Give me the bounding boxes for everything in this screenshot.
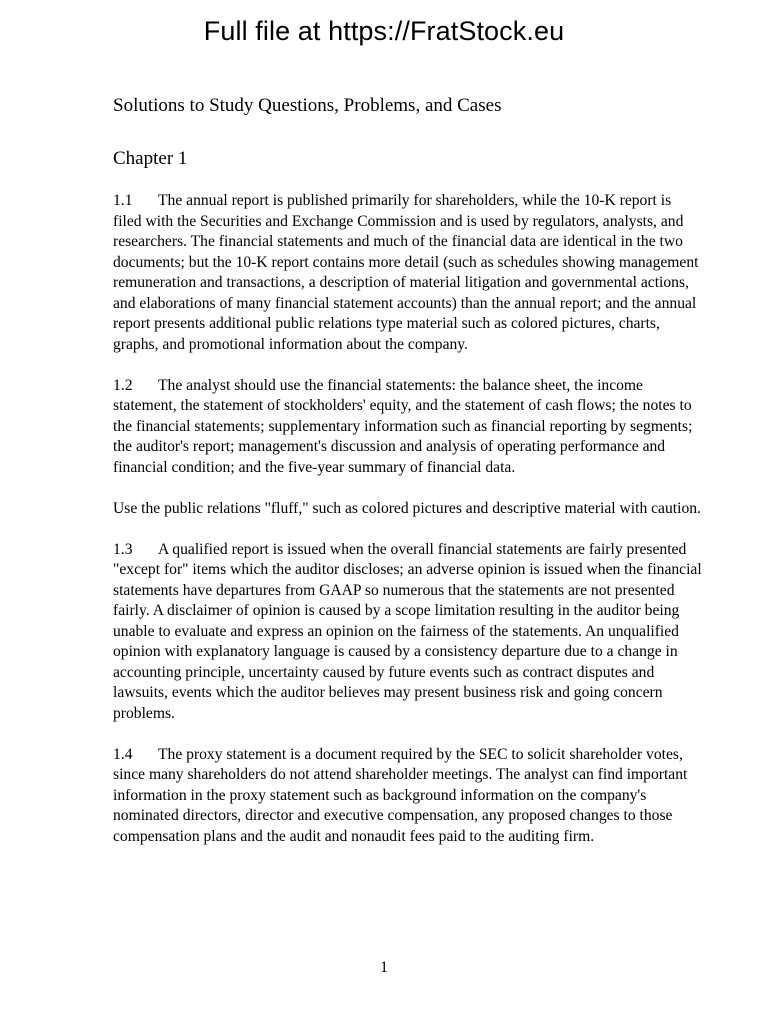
paragraph-text: The proxy statement is a document required by the SEC to solicit shareholder votes, since many shareholders do not attend shareholder meetings. The analyst can find important information in the proxy statement such as background information on the company's nominated directors, director and executive compensation, any proposed changes to those compensation plans and the audit and nonaudit fees paid to the auditing firm. xyxy=(113,745,688,845)
paragraph-number: 1.2 xyxy=(113,376,133,394)
paragraph-text: The analyst should use the financial statements: the balance sheet, the income statement, the statement of stockholders' equity, and the statement of cash flows; the notes to the financial statements; supplementary information such as financial reporting by segments; the auditor's report; management's discussion and analysis of operating performance and financial condition; and the five-year summary of financial data. xyxy=(113,376,693,476)
chapter-heading: Chapter 1 xyxy=(113,148,188,169)
paragraph-1-2 xyxy=(113,376,703,479)
paragraph-text: Use the public relations "fluff," such as colored pictures and descriptive material with caution. xyxy=(113,499,701,517)
paragraph-number: 1.1 xyxy=(113,192,133,209)
paragraph-text: The annual report is published primarily for shareholders, while the 10-K report is filed with the Securities and Exchange Commission and is used by regulators, analysts, and researchers. The financial statements and much of the financial data are identical in the two documents; but the 10-K report contains more detail (such as schedules showing management remuneration and transactions, a description of material litigation and governmental actions, and elaborations of many financial statement accounts) than the annual report; and the annual report presents additional public relations type material such as colored pictures, charts, graphs, and promotional information about the company. xyxy=(113,192,699,353)
document-title: Solutions to Study Questions, Problems, and Cases xyxy=(113,95,502,116)
paragraph-number: 1.4 xyxy=(113,745,133,763)
paragraph-1-1 xyxy=(113,191,703,355)
paragraph-number: 1.3 xyxy=(113,540,133,558)
paragraph-1-4 xyxy=(113,745,703,848)
download-banner: Full file at https://FratStock.eu xyxy=(203,16,565,46)
document-body xyxy=(113,191,703,868)
paragraph-caution xyxy=(113,499,703,520)
paragraph-text: A qualified report is issued when the overall financial statements are fairly presented "except for" items which the auditor discloses; an adverse opinion is issued when the financial statements have departures from GAAP so numerous that the statements are not presented fairly. A disclaimer of opinion is caused by a scope limitation resulting in the auditor being unable to evaluate and express an opinion on the fairness of the statements. An unqualified opinion with explanatory language is caused by a consistency departure due to a change in accounting principle, uncertainty caused by future events such as contract disputes and lawsuits, events which the auditor believes may present business risk and going concern problems. xyxy=(113,540,702,722)
page-number: 1 xyxy=(380,959,388,976)
paragraph-1-3 xyxy=(113,540,703,725)
